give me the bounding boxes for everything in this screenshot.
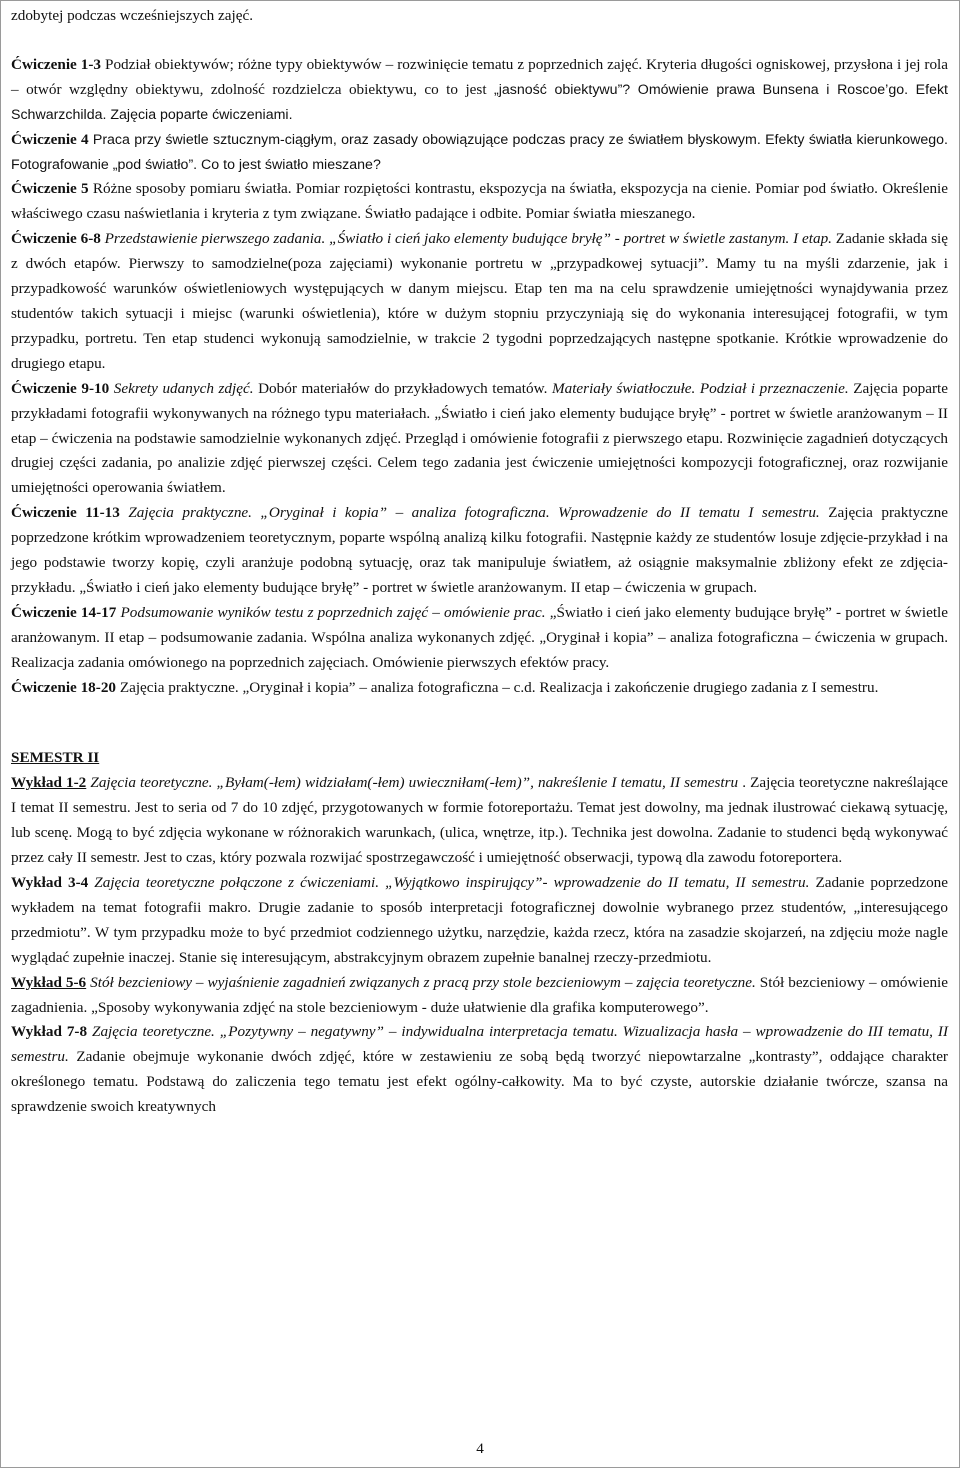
exercise-11-13-label: Ćwiczenie 11-13 [11, 504, 120, 522]
lecture-5-6-label: Wykład 5-6 [11, 973, 87, 991]
exercise-4-label: Ćwiczenie 4 [11, 130, 89, 148]
intro-line: zdobytej podczas wcześniejszych zajęć. [11, 7, 254, 24]
exercise-1-3-label: Ćwiczenie 1-3 [11, 55, 102, 73]
paragraph-gap [11, 29, 948, 53]
exercise-6-8-text: Zadanie składa się z dwóch etapów. Pierwszy to samodzielne(poza zajęciami) wykonanie portretu w „przypadkowej sytuacji”. Mamy tu na myśli zdarzenie, jak i przypadkowość warunków oświetleniowych występujących w danym miejscu. Etap ten ma na celu sprawdzenie umiejętności wynajdywania przez studentów takich sytuacji i miejsc (warunki oświetlenia), które w dużym stopniu przyczyniają się do wykonania interesującej fotografii, w tym przypadku, portretu. Ten etap studenci wykonują samodzielnie, w trakcie 2 tygodni poprzedzających następne spotkanie. Krótkie wprowadzenie do drugiego etapu. [11, 230, 948, 372]
exercise-18-20 [11, 676, 948, 701]
lecture-3-4 [11, 871, 948, 971]
exercise-1-3 [11, 53, 948, 128]
lecture-5-6-topic: Stół bezcieniowy – wyjaśnienie zagadnień związanych z pracą przy stole bezcieniowym – zajęcia teoretyczne. [86, 973, 756, 991]
semester-heading [11, 746, 948, 771]
page-number: 4 [476, 1440, 484, 1457]
exercise-1-3-text-continued: „jasność obiektywu”? Omówienie prawa Bunsena i Roscoe’go. Efekt Schwarzchilda. Zajęcia poparte ćwiczeniami. [11, 81, 948, 123]
exercise-11-13-topic: Zajęcia praktyczne. „Oryginał i kopia” – analiza fotograficzna. Wprowadzenie do II tematu I semestru. [119, 504, 820, 522]
exercise-5-text: Różne sposoby pomiaru światła. Pomiar rozpiętości kontrastu, ekspozycja na światła, ekspozycja na cienie. Pomiar pod światło. Określenie właściwego czasu naświetlania i kryteria z tym związane. Światło padające i odbite. Pomiar światła mieszanego. [11, 180, 949, 223]
lecture-5-6-text: Stół bezcieniowy – omówienie zagadnienia. „Sposoby wykonywania zdjęć na stole bezcieniowym - duże ułatwienie dla grafika komputerowego”. [11, 973, 949, 1016]
section-gap [11, 700, 948, 746]
exercise-4-text: Praca przy świetle sztucznym-ciągłym, oraz zasady obowiązujące podczas pracy ze światłem błyskowym. Efekty światła kierunkowego. Fotografowanie „pod światło”. Co to jest światło mieszane? [11, 131, 948, 173]
exercise-9-10-label: Ćwiczenie 9-10 [11, 379, 110, 397]
exercise-4 [11, 128, 948, 178]
exercise-14-17 [11, 601, 948, 676]
exercise-9-10-text-2: Zajęcia poparte przykładami fotografii wykonywanych na różnego typu materiałach. „Światło i cień jako elementy budujące bryłę” - portret w świetle aranżowanym – II etap – ćwiczenia na podstawie samodzielnie wykonanych zdjęć. Przegląd i omówienie fotografii z pierwszego etapu. Rozwinięcie zagadnień dotyczących drugiej części zadania, po analizie zdjęć pierwszej części. Celem tego zadania jest ćwiczenie umiejętności kompozycji fotograficznej, oraz rozwijanie umiejętności operowania światłem. [11, 379, 949, 497]
exercise-11-13 [11, 501, 948, 601]
exercise-9-10-text: Dobór materiałów do przykładowych tematów. [253, 379, 552, 397]
exercise-18-20-text: Zajęcia praktyczne. „Oryginał i kopia” – analiza fotograficzna – c.d. Realizacja i zakończenie drugiego zadania z I semestru. [116, 678, 879, 696]
exercise-14-17-label: Ćwiczenie 14-17 [11, 603, 117, 621]
lecture-5-6 [11, 971, 948, 1021]
exercise-11-13-text: Zajęcia praktyczne poprzedzone krótkim wprowadzeniem teoretycznym, poparte wspólną analizą kilku fotografii. Następnie każdy ze studentów losuje zdjęcie-przykład i na jego podstawie tworzy kopię, czyli aranżuje podobną sytuację, oraz tak manipuluje światłem, aż osiągnie maksymalnie zbliżony efekt ze zdjęcia-przykładu. „Światło i cień jako elementy budujące bryłę” - portret w świetle aranżowanym. II etap – ćwiczenia w grupach. [11, 504, 948, 596]
exercise-6-8 [11, 227, 948, 376]
lecture-7-8-topic: Zajęcia teoretyczne. „Pozytywny – negatywny” – indywidualna interpretacja tematu. Wizualizacja hasła – wprowadzenie do III tematu, II semestru. [11, 1023, 948, 1066]
exercise-1-3-text: Podział obiektywów; różne typy obiektywów – rozwinięcie tematu z poprzednich zajęć. Kryteria długości ogniskowej, przysłona i jej rola – otwór względny obiektywu, zdolność rozdzielcza obiektywu, co to jest [11, 55, 949, 98]
exercise-9-10-topic-2: Materiały światłoczułe. Podział i przeznaczenie. [551, 379, 849, 397]
lecture-1-2-topic: Zajęcia teoretyczne. „Byłam(-łem) widziałam(-łem) uwieczniłam(-łem)”, nakreślenie I tematu, II semestru [86, 774, 739, 792]
lecture-3-4-label: Wykład 3-4 [11, 874, 89, 891]
lecture-1-2-text: . Zajęcia teoretyczne nakreślające I temat II semestru. Jest to seria od 7 do 10 zdjęć, przygotowanych w formie fotoreportażu. Temat jest dowolny, ma jednak ilustrować ciekawą sytuację, lub scenę. Mogą to być zdjęcia wykonane w różnorakich warunkach, (ulica, wnętrze, itp.). Technika jest dowolna. Zadanie to studenci będą wykonywać przez cały II semestr. Jest to czas, który pozwala rozwijać spostrzegawczość i umiejętność obserwacji, typową dla zawodu fotoreportera. [11, 774, 949, 867]
exercise-6-8-topic: Przedstawienie pierwszego zadania. „Światło i cień jako elementy budujące bryłę” - portret w świetle zastanym. I etap. [100, 230, 832, 248]
semester-heading-text: SEMESTR II [11, 749, 100, 767]
exercise-9-10 [11, 377, 948, 502]
document-body [11, 4, 948, 1120]
lecture-7-8-label: Wykład 7-8 [11, 1023, 88, 1041]
lecture-1-2-label: Wykład 1-2 [11, 774, 87, 792]
exercise-14-17-topic: Podsumowanie wyników testu z poprzednich zajęć – omówienie prac. [116, 603, 546, 621]
lecture-7-8-text: Zadanie obejmuje wykonanie dwóch zdjęć, które w zestawieniu ze sobą będą tworzyć niepowtarzalne „kontrasty”, oddające charakter określonego tematu. Podstawą do zaliczenia tego tematu jest efekt ogólny-całkowity. Ma to być czyste, autorskie działanie twórcze, szansa na sprawdzenie swoich kreatywnych [11, 1048, 948, 1116]
exercise-5-label: Ćwiczenie 5 [11, 180, 89, 198]
lecture-3-4-text: Zadanie poprzedzone wykładem na temat fotografii makro. Drugie zadanie to sposób interpretacji fotograficznej dowolnie wybranego przez studentów, „interesującego przedmiotu”. W tym przypadku może to być przedmiot codziennego użytku, narzędzie, każda rzecz, która na zasadzie skojarzeń, na zdjęciu może nagle wyglądać zupełnie inaczej. Stanie się interesującym, abstrakcyjnym obrazem zupełnie banalnej rzeczy-przedmiotu. [11, 874, 948, 966]
lecture-7-8 [11, 1020, 948, 1120]
exercise-6-8-label: Ćwiczenie 6-8 [11, 230, 101, 248]
exercise-14-17-text: „Światło i cień jako elementy budujące bryłę” - portret w świetle aranżowanym. II etap – podsumowanie zadania. Wspólna analiza wykonanych zdjęć. „Oryginał i kopia” – analiza fotograficzna – ćwiczenia w grupach. Realizacja zadania omówionego na poprzednich zajęciach. Omówienie pierwszych efektów pracy. [11, 603, 949, 671]
exercise-5 [11, 177, 948, 227]
lecture-1-2 [11, 771, 948, 871]
lecture-3-4-topic: Zajęcia teoretyczne połączone z ćwiczeniami. „Wyjątkowo inspirujący”- wprowadzenie do II tematu, II semestru. [88, 874, 810, 891]
exercise-18-20-label: Ćwiczenie 18-20 [11, 678, 117, 696]
exercise-9-10-topic: Sekrety udanych zdjęć. [109, 379, 254, 397]
